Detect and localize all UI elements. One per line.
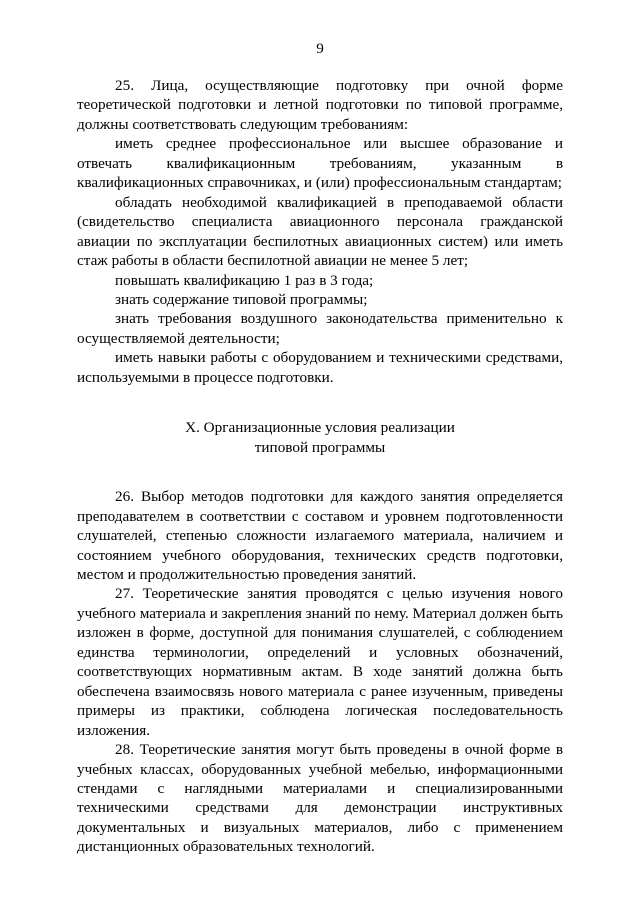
section-heading-line-1: X. Организационные условия реализации xyxy=(185,419,455,437)
paragraph-25: 25. Лица, осуществляющие подготовку при очной форме теоретической подготовки и летной подготовки по типовой программе, должны соответствовать следующим требованиям: xyxy=(77,77,563,133)
requirement-program-knowledge: знать содержание типовой программы; xyxy=(115,290,368,308)
page-number: 9 xyxy=(316,40,324,57)
section-heading-line-2: типовой программы xyxy=(254,438,386,456)
requirement-qualification: обладать необходимой квалификацией в преподаваемой области (свидетельство специалиста авиационного персонала гражданской авиации по эксплуатации беспилотных авиационных систем) или иметь стаж работы в области беспилотной авиации не менее 5 лет; xyxy=(77,193,563,270)
requirement-equipment-skills: иметь навыки работы с оборудованием и техническими средствами, используемыми в процессе подготовки. xyxy=(77,349,563,386)
section-heading xyxy=(77,418,563,457)
document-body xyxy=(77,76,563,857)
requirement-education: иметь среднее профессиональное или высшее образование и отвечать квалификационным требованиям, указанным в квалификационных справочниках, и (или) профессиональным стандартам; xyxy=(77,135,563,192)
requirement-training: повышать квалификацию 1 раз в 3 года; xyxy=(115,271,374,289)
requirement-legislation: знать требования воздушного законодательства применительно к осуществляемой деятельности; xyxy=(77,310,563,347)
paragraph-27: 27. Теоретические занятия проводятся с целью изучения нового учебного материала и закрепления знаний по нему. Материал должен быть изложен в форме, доступной для понимания слушателей, с соблюдением единства терминологии, определений и условных обозначений, соответствующих нормативным актам. В ходе занятий должна быть обеспечена взаимосвязь нового материала с ранее изученным, приведены примеры из практики, соблюдена логическая последовательность изложения. xyxy=(77,585,563,739)
paragraph-26: 26. Выбор методов подготовки для каждого занятия определяется преподавателем в соответствии с составом и уровнем подготовленности слушателей, степенью сложности излагаемого материала, наличием и состоянием учебного оборудования, технических средств подготовки, местом и продолжительностью проведения занятий. xyxy=(77,488,563,583)
paragraph-28: 28. Теоретические занятия могут быть проведены в очной форме в учебных классах, оборудованных учебной мебелью, информационными стендами с наглядными материалами и специализированными техническими средствами для демонстрации инструктивных документальных и визуальных материалов, либо с применением дистанционных образовательных технологий. xyxy=(77,741,563,856)
